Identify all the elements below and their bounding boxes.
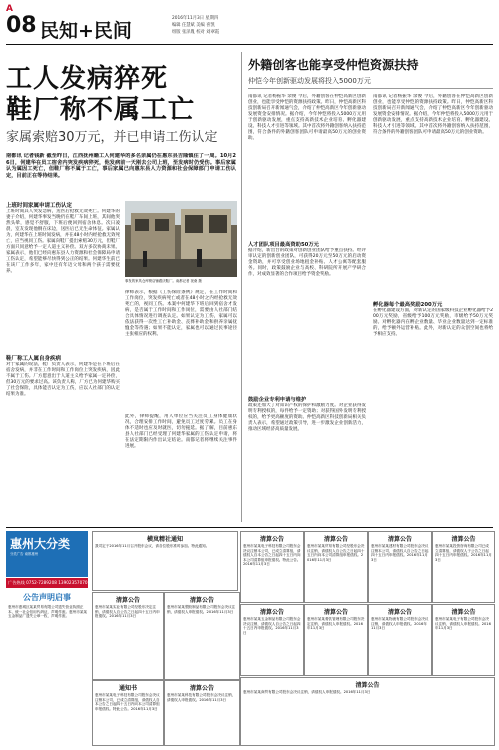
- notice-body: 惠州市惠城区某某贸易有限公司遗失营业执照正本，统一社会信用代码证，声明作废。惠州市某某五金制品厂遗失公章一枚，声明作废。: [8, 605, 88, 619]
- side-body-1: 南都讯 记者杨振华 余俊 今后，外籍创客在仲恺高新区创新创业，也能享受仲恺的资源扶持政策。昨日，仲恺高新区科技创新局召开新闻通气会，介绍了仲恺高新区今年创新驱动发展资金安排情况。据介绍，今年仲恺将投入5000万元用于创新驱动发展，重点支持高新技术企业培育、孵化器建设、科技人才引进等领域。其中首次将外籍创客纳入扶持范围，符合条件的外籍创客团队可申请最高50万元的创业资助。: [248, 94, 366, 141]
- bidding-body: 我司定于2016年11月召开股东会议，请各位股东准时参加。特此通知。: [95, 544, 210, 548]
- clearance-notice-title: 清算公告: [451, 609, 476, 616]
- sub-head-1-text: 上班时间家属申请工伤认定: [6, 203, 73, 209]
- clearance-notice-title: 清算公告: [189, 685, 214, 692]
- side-body-4: 政策还加大了对知识产权的保护和激励力度。对企业获得发明专利授权的，每件给予一定资助；对获得国外发明专利授权的，给予更高额度的资助。仲恺高新区科技创新局相关负责人表示，希望通过政策引导，进一步激发企业创新活力，推动区域经济高质量发展。: [248, 403, 366, 432]
- banner-sub: 分类广告 南都惠州: [10, 552, 39, 556]
- page-prefix: A: [6, 4, 13, 14]
- hotline-bar: [6, 578, 88, 588]
- proof-line: 组版 张泽胤 校对 刘翠霞: [172, 30, 220, 35]
- clearance-notice-title: 清算公告: [259, 536, 284, 543]
- clearance-notice-title: 清算公告: [259, 609, 284, 616]
- clearance-notice-body: 惠州市某某五金制品有限公司股东会决议注销，请债权人自公告之日起四十五日内申报债权。2016年11月3日: [243, 617, 301, 635]
- side-sub1: 人才团队项目最高资助50万元: [248, 242, 319, 248]
- side-body-3a: 南都讯 记者杨振华 余俊 今后，外籍创客在仲恺高新区创新创业，也能享受仲恺的资源扶持政策。昨日，仲恺高新区科技创新局召开新闻通气会，介绍了仲恺高新区今年创新驱动发展资金安排情况。据介绍，今年仲恺将投入5000万元用于创新驱动发展，重点支持高新技术企业培育、孵化器建设、科技人才引进等领域。其中首次将外籍创客纳入扶持范围，符合条件的外籍创客团队可申请最高50万元的创业资助。: [373, 94, 493, 135]
- bidding-box: [92, 531, 238, 591]
- clearance-notice: [164, 592, 240, 680]
- header-divider: [6, 44, 493, 45]
- section-title: 民知+民间: [40, 20, 132, 42]
- clearance-notice-body: 惠州市某某电子科技有限公司股东会决议注销本公司，已成立清算组，请债权人自本公告之日起四十五日内向本公司清算组申报债权。特此公告。2016年11月3日: [243, 544, 301, 567]
- clearance-notice-title: 清算公告: [323, 536, 348, 543]
- issue-date: 2016年11月3日 星期四: [172, 16, 219, 21]
- clearance-notice-body: 惠州市某某商贸有限公司股东会决议注销，请债权人申报债权。2016年11月3日: [243, 690, 371, 694]
- main-headline-line1: 工人发病猝死: [6, 64, 169, 94]
- clearance-notice-title: 清算公告: [355, 682, 380, 689]
- clearance-notice-body: 惠州市某某实业有限公司经股东决定注销，请债权人自公告之日起四十五日内申报债权。2016年11月3日: [95, 605, 160, 619]
- side-sub2: 孵化器每个最高奖励200万元: [373, 302, 443, 308]
- notice2-body: 惠州市某某电子科技有限公司股东会决议注销本公司，已成立清算组，请债权人自本公告之日起四十五日内向本公司清算组申报债权。特此公告。2016年11月3日: [95, 693, 160, 711]
- side-body-3: 在孵化器建设方面，对新认定的国家级科技企业孵化器给予200万元奖励，省级给予100万元奖励，市级给予50万元奖励。对孵化器内在孵企业数量、毕业企业数量达到一定标准的，给予额外运营补贴。此外，对新认定的众创空间也将给予相应支持。: [373, 308, 493, 337]
- clearance-notice-body: 惠州市某某建材有限公司股东会决议注销本公司，请债权人自公告之日起四十五日内申报债权。2016年11月3日: [371, 544, 429, 562]
- clearance-notice-body: 惠州市某某餐饮管理有限公司股东决定注销，请债权人申报债权。2016年11月3日: [307, 617, 365, 631]
- editor-line: 编辑 任慧斌 美编 喜凯: [172, 23, 215, 28]
- clearance-notice-body: 惠州市某某物流有限公司股东会决议注销，请债权人申报债权。2016年11月3日: [371, 617, 429, 631]
- clearance-notice: [240, 604, 304, 676]
- main-body-col1: 上班时间其人突发急病，送医后抢救无效死亡。何建华的妻子介绍，何建华事发当晚仍在鞋厂车间上班，其间他突然头晕，感觉不舒服，下班后便回到宿舍休息。次日凌晨，室友发现他倒在床边，送医后已无生命体征。家属认为，何建华在上班时间发病，并在48小时内经抢救无效死亡，应当视同工伤。家属向鞋厂提出索赔30万元，但鞋厂方面只同意给予一定人道主义补偿。双方多次协商未果。家属表示，他们已经向惠东县人力资源和社会保障局申请工伤认定，希望能够尽快得到公正的结果。何建华生前已在该厂工作多年，家中还有年迈父母和两个孩子需要抚养。: [6, 209, 120, 274]
- page-header: [6, 4, 493, 44]
- main-body-col3: 律师表示，根据《工伤保险条例》规定，在工作时间和工作岗位，突发疾病死亡或者在48小时之内经抢救无效死亡的，视同工伤。本案中何建华下班后回到宿舍才发病，是否属于工作时间和工作岗位，需要由人社部门结合具体情况进行调查认定。如果认定为工伤，家属可以依法获得一次性工亡补助金、丧葬补助金和供养亲属抚恤金等待遇；如果不能认定，家属也可以通过民事途径主张相应的权利。: [125, 290, 237, 337]
- hotline-number: 0752-7289208 13902357070: [26, 580, 88, 585]
- clearance-notice-title: 清算公告: [115, 597, 140, 604]
- clearance-notice: [432, 531, 495, 603]
- side-divider: [248, 88, 493, 89]
- banner-title: 惠州大分类: [10, 537, 71, 551]
- clearance-notice-title: 清算公告: [387, 536, 412, 543]
- clearance-notice-body: 惠州市某某投资咨询有限公司已成立清算组，请债权人于公告之日起四十五日内申报债权。2016年11月3日: [435, 544, 492, 562]
- column-divider: [241, 52, 242, 522]
- clearance-notice-title: 清算公告: [323, 609, 348, 616]
- hotline-label: 广告热线: [8, 580, 25, 585]
- clearance-notice-title: 清算公告: [387, 609, 412, 616]
- clearance-notice-body: 惠州市某某科技有限公司股东会决议注销，请债权人申报债权。2016年11月3日: [167, 693, 236, 702]
- ads-top-rule: [6, 527, 493, 528]
- clearance-notice: [368, 531, 432, 603]
- clearance-notice: [240, 677, 495, 746]
- classified-banner: [6, 531, 88, 577]
- clearance-notice: [432, 604, 495, 676]
- main-subhead: 家属索赔30万元，并已申请工伤认定: [6, 130, 218, 145]
- main-body-col2: 对于家属的说法，鞋厂负责人表示，何建华是在下班后在宿舍发病，并非在工作时间和工作岗位上突发疾病，因此不属于工伤。厂方愿意出于人道主义给予家属一定补偿，但30万元的要求过高。该负责人称，厂方已为何建华购买了社会保险，具体能否认定为工伤，应以人社部门的认定结果为准。: [6, 362, 120, 397]
- side-headline: 外籍创客也能享受仲恺资源扶持: [248, 58, 419, 72]
- main-lead: 南都讯 记者钱新 截至昨日，江西抚州籍工人何建华的多名亲属仍在惠东县吉隆镇住了一周。10月26日，何建华在员工宿舍内突发疾病猝死，他发病前一天刚去公司上班，至发病时仍受伤。事后家属认为属因工死亡，但鞋厂称不属于工亡，事后家属已向惠东县人力资源和社会保障部门申请工伤认定，目前正在等待结果。: [6, 153, 236, 179]
- sub-head-1: [6, 201, 72, 209]
- clearance-notice: [304, 531, 368, 603]
- clearance-notice-body: 惠州市某某贸易有限公司经股东会决议注销，请债权人自公告之日起四十五日内向本公司清算组申报债权。2016年11月3日: [307, 544, 365, 562]
- side-body-2: 据介绍，新出台的政策对创新创业团队给予重点扶持。经评审认定的创新创业团队，可获得20万元至50万元的启动资金资助，并可享受创业场地租金补贴、人才公寓等配套服务。同时，政策鼓励企业与高校、科研院所开展产学研合作，对成效显著的合作项目给予资金奖励。: [248, 248, 366, 277]
- side-subhead: 仲恺今年创新驱动发展将投入5000万元: [248, 77, 371, 85]
- clearance-notice-body: 惠州市某某塑胶制品有限公司股东会决议注销，请债权人申报债权。2016年11月3日: [167, 605, 236, 614]
- news-photo: [125, 201, 237, 277]
- shoe-factory-photo: [125, 201, 237, 277]
- clearance-notice: [240, 531, 304, 603]
- main-body-col4: 此外，律师提醒，用人单位应当关注员工身体健康状况，合理安排工作时间，避免员工过度劳累。员工在身体不适时也应及时就医，切勿拖延。据了解，目前惠东县人社部门已经受理了何建华家属的工伤认定申请，将在法定期限内作出认定结论。南都记者将继续关注事件进展。: [125, 414, 237, 449]
- notice2-title: 通知书: [118, 685, 137, 692]
- notice-head: 公告声明启事: [23, 593, 71, 602]
- notice2-box: [92, 680, 164, 746]
- clearance-notice-body: 惠州市某某电子有限公司股东会决议注销，请债权人申报债权。2016年11月3日: [435, 617, 491, 631]
- bidding-title: 横岚精社通知: [146, 536, 183, 543]
- clearance-notice: [92, 592, 164, 680]
- clearance-notice: [164, 680, 240, 746]
- main-headline-line2: 鞋厂称不属工亡: [6, 95, 196, 125]
- clearance-notice: [368, 604, 432, 676]
- sub-head-2: 鞋厂称工人属自身疾病: [6, 356, 62, 362]
- clearance-notice: [304, 604, 368, 676]
- page-number: 08: [6, 13, 37, 38]
- photo-caption: 事发的家具仓库锁店铺跟庆鞋厂。南都记者 祝桑 摄: [125, 279, 202, 283]
- side-sub3: 鼓励企业专利申请与维护: [248, 397, 307, 403]
- clearance-notice-title: 清算公告: [451, 536, 476, 543]
- clearance-notice-title: 清算公告: [189, 597, 214, 604]
